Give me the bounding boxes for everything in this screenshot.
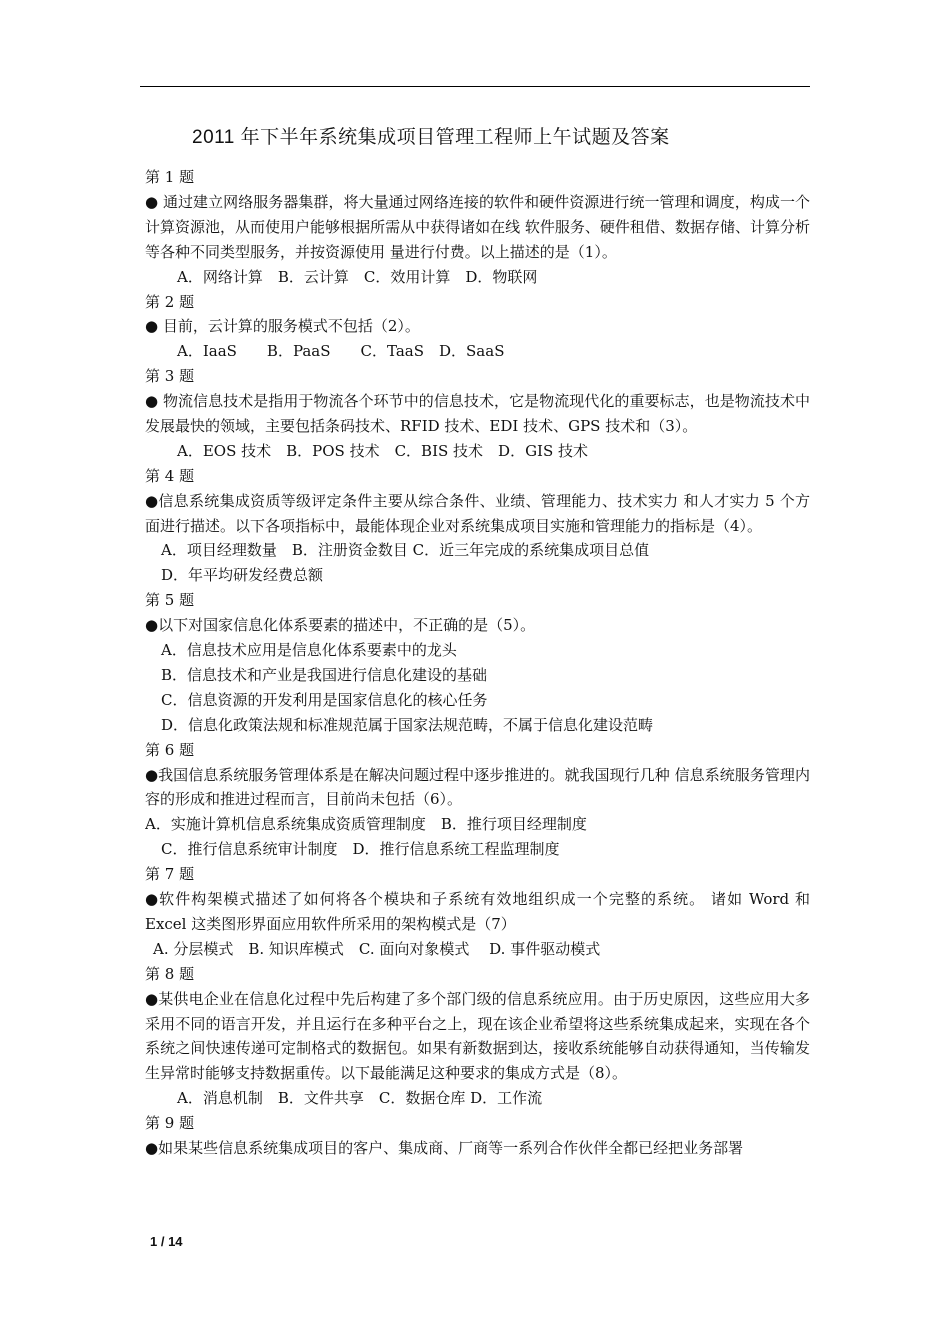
question-options: A. 分层模式 B. 知识库模式 C. 面向对象模式 D. 事件驱动模式 — [153, 939, 601, 958]
question-stem: ●信息系统集成资质等级评定条件主要从综合条件、业绩、管理能力、技术实力 和人才实力 5 个方面进行描述。以下各项指标中，最能体现企业对系统集成项目实施和管理能力的指标是（4）。 — [145, 491, 810, 535]
question-list — [145, 165, 810, 1161]
question-number: 第 9 题 — [145, 1114, 195, 1133]
question-options: A．消息机制 B．文件共享 C．数据仓库 D．工作流 — [177, 1089, 543, 1108]
question-stem: ●以下对国家信息化体系要素的描述中，不正确的是（5）。 — [145, 616, 536, 635]
document-title: 2011 年下半年系统集成项目管理工程师上午试题及答案 — [192, 127, 670, 148]
question-number: 第 5 题 — [145, 591, 195, 610]
question-number: 第 6 题 — [145, 740, 195, 759]
question-options: A．EOS 技术 B．POS 技术 C．BIS 技术 D．GIS 技术 — [177, 441, 589, 460]
page-number: 1 / 14 — [150, 1234, 183, 1249]
question-number: 第 4 题 — [145, 466, 195, 485]
question-options: A．项目经理数量 B．注册资金数目 C．近三年完成的系统集成项目总值 — [161, 541, 650, 560]
question-stem: ●如果某些信息系统集成项目的客户、集成商、厂商等一系列合作伙伴全都已经把业务部署 — [145, 1139, 744, 1157]
question-stem: ● 通过建立网络服务器集群，将大量通过网络连接的软件和硬件资源进行统一管理和调度，构成一个计算资源池，从而使用户能够根据所需从中获得诸如在线 软件服务、硬件租借、数据存储、计算分析等各种不同类型服务，并按资源使用 量进行付费。以上描述的是（1）。 — [145, 192, 810, 261]
question-number: 第 3 题 — [145, 367, 195, 386]
question-options: D．年平均研发经费总额 — [161, 566, 324, 585]
question-options: C．信息资源的开发利用是国家信息化的核心任务 — [161, 690, 488, 709]
question-stem: ●某供电企业在信息化过程中先后构建了多个部门级的信息系统应用。由于历史原因，这些应用大多采用不同的语言开发，并且运行在多种平台之上，现在该企业希望将这些系统集成起来，实现在各个系统之间快速传递可定制格式的数据包。如果有新数据到达，接收系统能够自动获得通知，当传输发生异常时能够支持数据重传。以下最能满足这种要求的集成方式是（8）。 — [145, 989, 810, 1083]
question-options: D．信息化政策法规和标准规范属于国家法规范畴，不属于信息化建设范畴 — [161, 715, 654, 734]
question-number: 第 1 题 — [145, 168, 195, 186]
question-options: A．IaaS B．PaaS C．TaaS D．SaaS — [177, 342, 505, 361]
question-stem: ●软件构架模式描述了如何将各个模块和子系统有效地组织成一个完整的系统。 诸如 Word 和 Excel 这类图形界面应用软件所采用的架构模式是（7） — [145, 890, 810, 933]
question-number: 第 8 题 — [145, 964, 195, 983]
question-number: 第 7 题 — [145, 865, 195, 884]
question-options: A．信息技术应用是信息化体系要素中的龙头 — [161, 641, 457, 660]
header-rule — [140, 86, 810, 87]
question-options: B．信息技术和产业是我国进行信息化建设的基础 — [161, 665, 488, 684]
question-options: A．实施计算机信息系统集成资质管理制度 B．推行项目经理制度 — [145, 815, 587, 834]
question-stem: ● 目前，云计算的服务模式不包括（2）。 — [145, 317, 420, 336]
question-options: C．推行信息系统审计制度 D．推行信息系统工程监理制度 — [161, 840, 560, 859]
question-options: A．网络计算 B．云计算 C．效用计算 D．物联网 — [177, 267, 538, 286]
question-stem: ●我国信息系统服务管理体系是在解决问题过程中逐步推进的。就我国现行几种 信息系统服务管理内容的形成和推进过程而言，目前尚未包括（6）。 — [145, 765, 810, 809]
question-stem: ● 物流信息技术是指用于物流各个环节中的信息技术，它是物流现代化的重要标志，也是物流技术中发展最快的领域，主要包括条码技术、RFID 技术、EDI 技术、GPS 技术和（3）。 — [145, 392, 810, 435]
question-number: 第 2 题 — [145, 292, 195, 311]
